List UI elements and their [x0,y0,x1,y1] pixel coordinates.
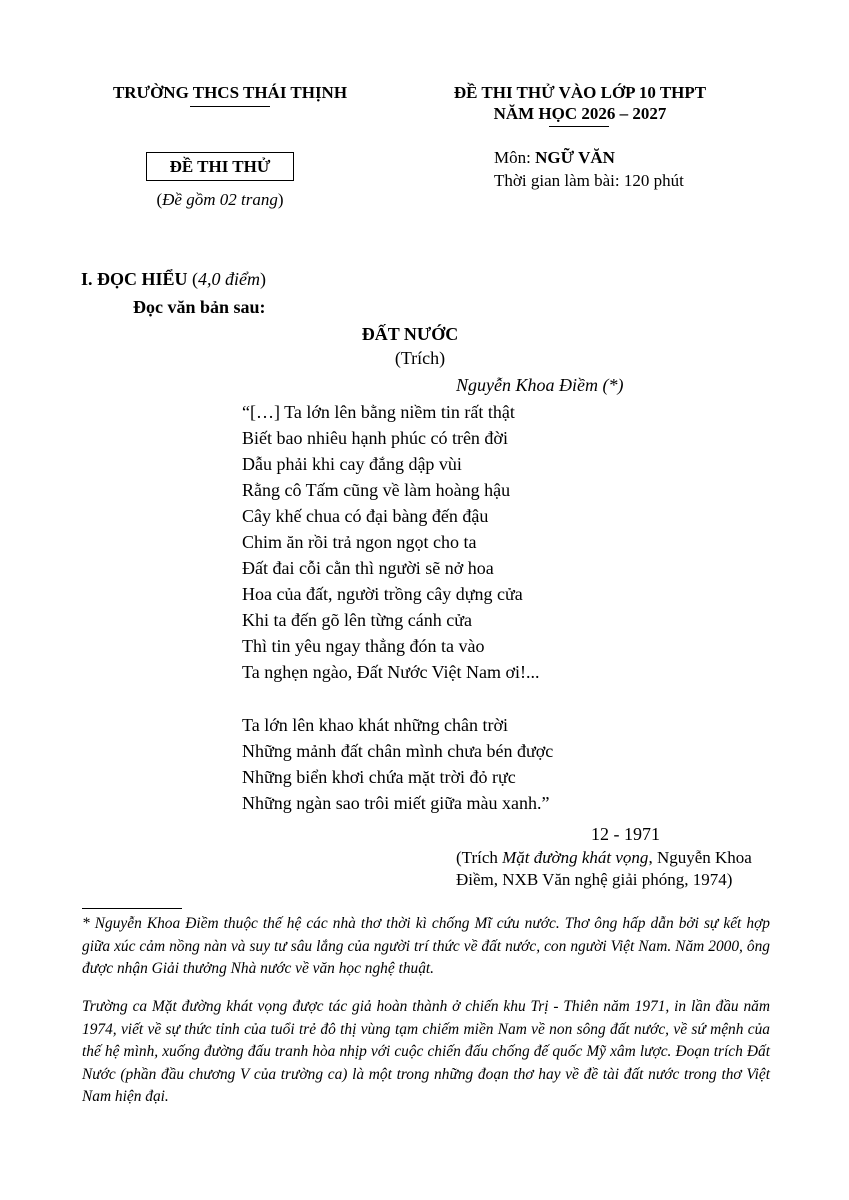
poem-line: “[…] Ta lớn lên bằng niềm tin rất thật [242,402,515,422]
school-name: TRƯỜNG THCS THÁI THỊNH [112,83,348,102]
poem-excerpt-label: (Trích) [394,348,446,368]
poem-line: Những mảnh đất chân mình chưa bén được [242,740,554,761]
section-title: ĐỌC HIỂU [97,269,188,289]
draft-exam-box: ĐỀ THI THỬ [146,152,294,181]
source-prefix: (Trích [456,848,503,867]
stanza-gap [242,685,553,712]
poem-body [242,399,553,816]
poem-title: ĐẤT NƯỚC [361,324,459,344]
footnote-author-note: * Nguyễn Khoa Điềm thuộc thế hệ các nhà thơ thời kì chống Mĩ cứu nước. Thơ ông hấp dẫn bởi sự kết hợp giữa xúc cảm nồng nàn và suy tư sâu lắng của người trí thức về đất nước, con người Việt Nam. Năm 2000, ông được nhận Giải thưởng Nhà nước về văn học nghệ thuật. [82,915,770,977]
subject-label: Môn: [494,148,536,167]
source-suffix: , Nguyễn Khoa [648,848,752,867]
poem-source-line [456,848,752,868]
poem-line: Chim ăn rồi trả ngon ngọt cho ta [242,532,477,552]
poem-line: Dẫu phải khi cay đắng dập vùi [242,454,462,474]
source-work-title: Mặt đường khát vọng [502,848,649,867]
page-count: (Đề gồm 02 trang) [156,190,284,209]
poem-line: Những ngàn sao trôi miết giữa màu xanh.” [242,792,550,813]
poem-line: Biết bao nhiêu hạnh phúc có trên đời [242,428,508,448]
poem-line: Khi ta đến gõ lên từng cánh cửa [242,610,472,630]
poem-line: Ta lớn lên khao khát những chân trời [242,714,508,735]
subject-value: NGỮ VĂN [535,148,615,167]
footnote-divider [82,908,182,909]
exam-title: ĐỀ THI THỬ VÀO LỚP 10 THPT [453,83,707,102]
footnote-work-note: Trường ca Mặt đường khát vọng được tác giả hoàn thành ở chiến khu Trị - Thiên năm 1971, in lần đầu năm 1974, viết về sự thức tỉnh của tuổi trẻ đô thị vùng tạm chiếm miền Nam về non sông đất nước, về sứ mệnh của thế hệ mình, xuống đường đấu tranh hòa nhịp với cuộc chiến đấu chống đế quốc Mỹ xâm lược. Đoạn trích Đất Nước (phần đầu chương V của trường ca) là một trong những đoạn thơ hay về đề tài đất nước trong thơ Việt Nam hiện đại. [82,998,770,1105]
time-limit: Thời gian làm bài: 120 phút [494,171,684,190]
school-year: NĂM HỌC 2026 – 2027 [493,104,667,123]
section-number: I. [81,269,98,289]
poem-line: Ta nghẹn ngào, Đất Nước Việt Nam ơi!... [242,662,540,682]
read-instruction: Đọc văn bản sau: [133,297,266,317]
poem-line: Cây khế chua có đại bàng đến đậu [242,506,489,526]
poem-line: Những biển khơi chứa mặt trời đỏ rực [242,766,516,787]
year-underline [549,126,609,127]
school-underline [190,106,270,107]
poem-line: Hoa của đất, người trồng cây dựng cửa [242,584,523,604]
section-heading: I. ĐỌC HIỂU (4,0 điểm) [81,269,267,289]
poem-line: Thì tin yêu ngay thẳng đón ta vào [242,636,485,656]
subject-line [494,148,615,168]
poem-source-line: Điềm, NXB Văn nghệ giải phóng, 1974) [456,870,733,889]
section-points: 4,0 điểm [198,269,261,289]
poem-author: Nguyễn Khoa Điềm (*) [456,375,624,395]
page-count-text: Đề gồm 02 trang [162,190,278,209]
poem-line: Đất đai cỗi cằn thì người sẽ nở hoa [242,558,494,578]
poem-line: Rằng cô Tấm cũng về làm hoàng hậu [242,480,511,500]
poem-date: 12 - 1971 [591,824,660,844]
